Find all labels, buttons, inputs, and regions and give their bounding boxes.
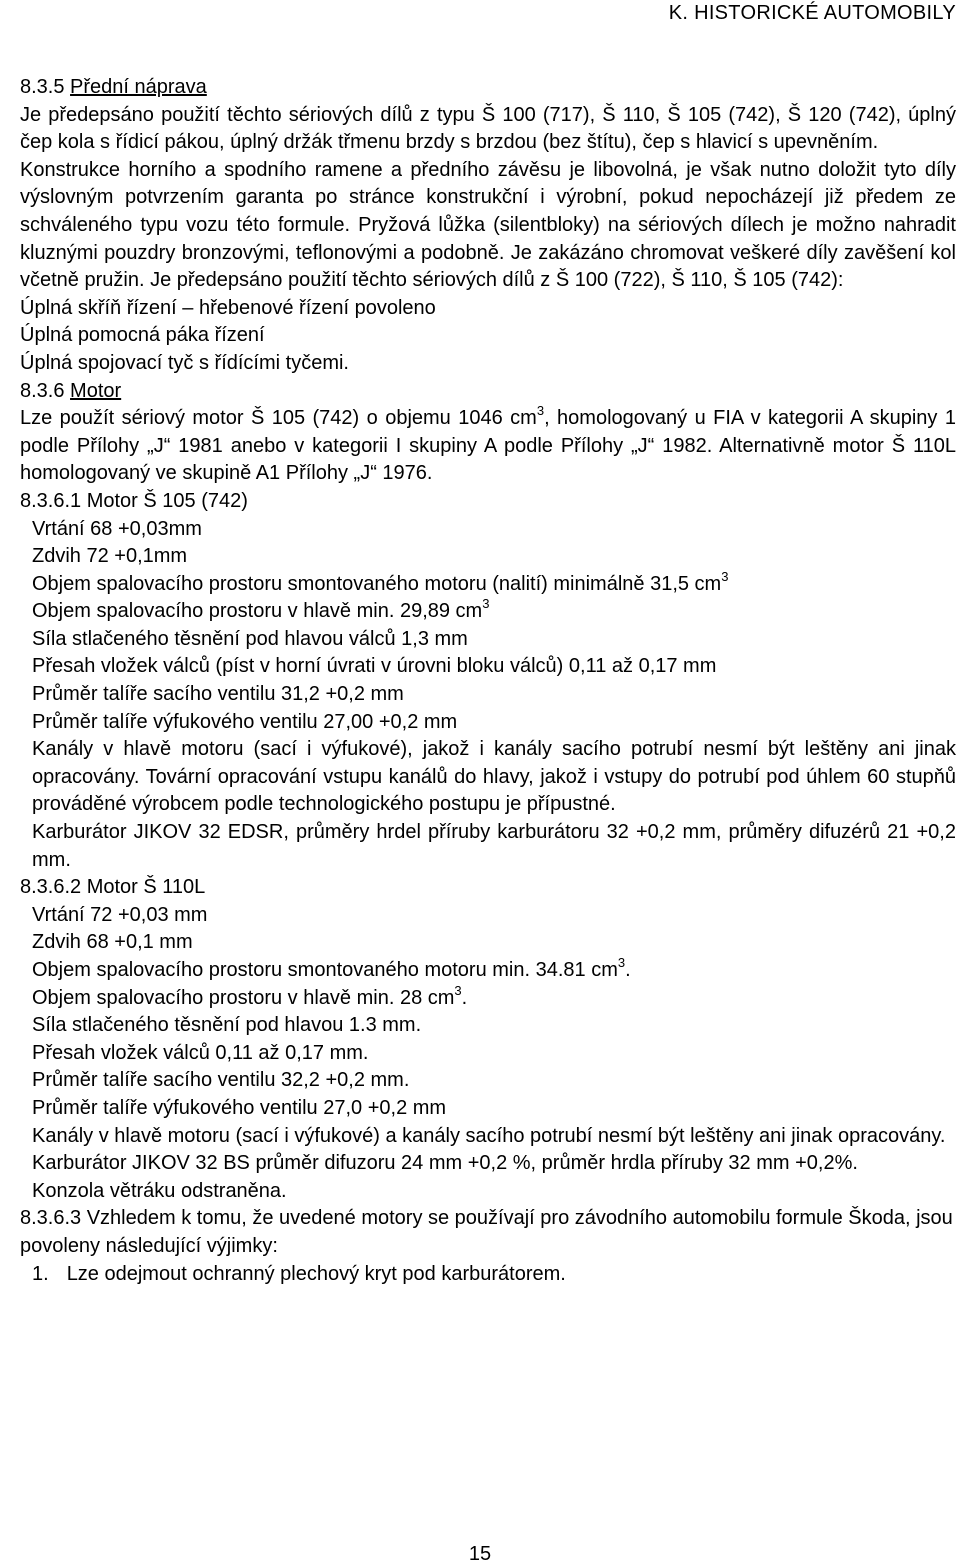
section-title: Motor — [70, 379, 122, 402]
list-item: Úplná pomocná páka řízení — [20, 324, 265, 347]
spec-line: Objem spalovacího prostoru v hlavě min. 28 $cm^3$. — [32, 982, 468, 1009]
subsection-8361 — [20, 516, 956, 875]
spec-line: Síla stlačeného těsnění pod hlavou válců 1,3 mm — [32, 627, 468, 650]
numbered-item — [20, 1261, 956, 1289]
paragraph: Je předepsáno použití těchto sériových dílů z typu Š 100 (717), Š 110, Š 105 (742), Š 120 (742), úplný čep kola s řídicí pákou, úplný držák třmenu brzdy s brzdou (bez štítu), čep s hlavicí s upevněním. — [20, 103, 956, 154]
spec-line: Vrtání 68 +0,03mm — [32, 517, 202, 540]
spec-line: Přesah vložek válců (píst v horní úvrati v úrovni bloku válců) 0,11 až 0,17 mm — [32, 655, 717, 678]
subsection-title: 8.3.6.2 Motor Š 110L — [20, 876, 206, 899]
subsection-title: 8.3.6.1 Motor Š 105 (742) — [20, 489, 248, 512]
spec-line: Průměr talíře výfukového ventilu 27,00 +0,2 mm — [32, 710, 458, 733]
section-title: Přední náprava — [70, 76, 207, 98]
document-body — [20, 74, 956, 1288]
subsection-8363: 8.3.6.3 Vzhledem k tomu, že uvedené motory se používají pro závodního automobilu formule Škoda, jsou povoleny následující výjimky: — [20, 1207, 953, 1257]
section-number: 8.3.5 — [20, 76, 71, 98]
spec-line: Objem spalovacího prostoru v hlavě min. 29,89 $cm^3$ — [32, 596, 490, 623]
section-835-heading — [20, 74, 956, 102]
spec-line: Průměr talíře sacího ventilu 32,2 +0,2 mm. — [32, 1069, 410, 1092]
spec-line: Objem spalovacího prostoru smontovaného motoru min. 34.81 $cm^3$. — [32, 955, 631, 981]
spec-line: Přesah vložek válců 0,11 až 0,17 mm. — [32, 1041, 369, 1064]
spec-line: Kanály v hlavě motoru (sací i výfukové), jakož i kanály sacího potrubí nesmí být leštěny ani jinak opracovány. Tovární opracování vstupu kanálů do hlavy, jakož i vstupy do potrubí pod úhlem 60 stupňů prováděné výrobcem podle technologického postupu je přípustné. — [32, 738, 956, 816]
subsection-8362 — [20, 902, 956, 1206]
spec-line: Karburátor JIKOV 32 BS průměr difuzoru 24 mm +0,2 %, průměr hrdla příruby 32 mm +0,2%. — [32, 1152, 858, 1175]
section-836-heading — [20, 378, 956, 406]
item-text: Lze odejmout ochranný plechový kryt pod karburátorem. — [66, 1262, 566, 1285]
spec-line: Síla stlačeného těsnění pod hlavou 1.3 mm. — [32, 1014, 422, 1037]
spec-line: Zdvih 72 +0,1mm — [32, 545, 188, 568]
spec-line: Kanály v hlavě motoru (sací i výfukové) a kanály sacího potrubí nesmí být leštěny ani jinak opracovány. — [32, 1124, 946, 1147]
section-number: 8.3.6 — [20, 379, 71, 402]
spec-line: Karburátor JIKOV 32 EDSR, průměry hrdel příruby karburátoru 32 +0,2 mm, průměry difuzérů 21 +0,2 mm. — [32, 821, 956, 871]
spec-line: Průměr talíře sacího ventilu 31,2 +0,2 mm — [32, 683, 404, 706]
spec-line: Konzola větráku odstraněna. — [32, 1179, 287, 1202]
spec-line: Průměr talíře výfukového ventilu 27,0 +0,2 mm — [32, 1096, 447, 1119]
paragraph: Lze použít sériový motor Š 105 (742) o objemu 1046 $cm^3$, homologovaný u FIA v kategorii A skupiny 1 podle Přílohy „J“ 1981 anebo v kategorii I skupiny A podle Přílohy „J“ 1982. Alternativně motor Š 110L homologovaný ve skupině A1 Přílohy „J“ 1976. — [20, 403, 956, 485]
spec-line: Objem spalovacího prostoru smontovaného motoru (nalití) minimálně 31,5 $cm^3$ — [32, 568, 729, 595]
page-number: 15 — [468, 1543, 492, 1565]
spec-line: Zdvih 68 +0,1 mm — [32, 931, 193, 954]
running-header: K. HISTORICKÉ AUTOMOBILY — [668, 2, 956, 24]
list-item: Úplná spojovací tyč s řídícími tyčemi. — [20, 351, 349, 374]
spec-line: Vrtání 72 +0,03 mm — [32, 903, 208, 926]
item-number: 1. — [32, 1262, 49, 1285]
list-item: Úplná skříň řízení – hřebenové řízení povoleno — [20, 296, 436, 319]
paragraph: Konstrukce horního a spodního ramene a předního závěsu je libovolná, je však nutno doložit tyto díly výslovným potvrzením garanta po stránce konstrukční i výrobní, pokud nepocházejí již předem ze schváleného typu vozu této formule. Pryžová lůžka (silentbloky) na sériových dílech je možno nahradit kluznými pouzdry bronzovými, teflonovými a podobně. Je zakázáno chromovat veškeré díly zavěšení kol včetně pružin. Je předepsáno použití těchto sériových dílů z Š 100 (722), Š 110, Š 105 (742): — [20, 158, 956, 292]
